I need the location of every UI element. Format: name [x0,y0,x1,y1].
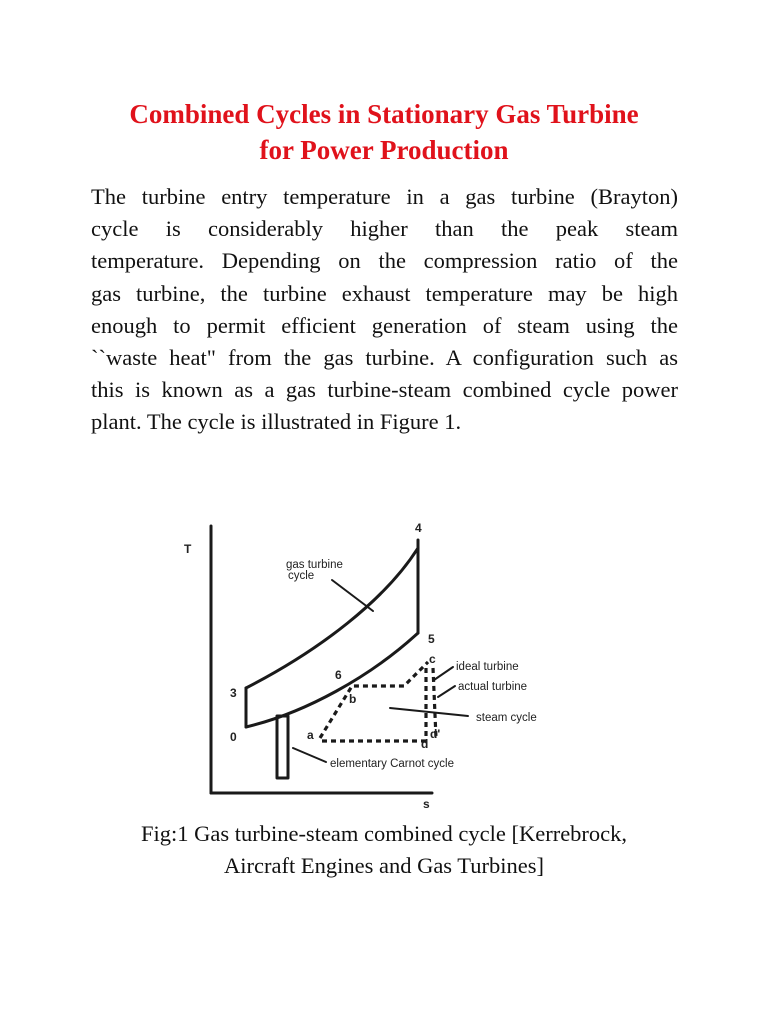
steam-cycle-heat-line [320,662,428,738]
title-line-1: Combined Cycles in Stationary Gas Turbine [129,99,639,129]
caption-line-1: Fig:1 Gas turbine-steam combined cycle [Kerrebrock, [140,821,628,846]
point-d-label: d [421,737,429,751]
point-b-label: b [349,692,357,706]
carnot-label: elementary Carnot cycle [330,758,454,770]
page-title [70,96,698,168]
point-3-label: 3 [230,686,237,700]
paragraph-line: ``waste heat" from the gas turbine. A configuration such as [91,345,678,371]
figure-caption [70,818,698,882]
gas-cycle-upper-curve [246,548,418,688]
title-line-2: for Power Production [259,135,509,165]
ideal-turbine-leader [434,667,453,680]
paragraph-line: cycle is considerably higher than the peak steam [91,216,678,242]
gas-turbine-leader [332,580,373,611]
carnot-cycle-rect [277,716,288,778]
gas-cycle-lower-curve [246,633,418,727]
point-4-label: 4 [415,521,422,535]
actual-turbine-leader [438,686,455,697]
caption-line-2: Aircraft Engines and Gas Turbines] [224,853,544,878]
actual-turbine-label: actual turbine [458,681,528,693]
point-c-label: c [429,652,436,666]
point-d-prime-label: d' [430,727,441,741]
intro-paragraph [91,181,678,439]
paragraph-line: The turbine entry temperature in a gas turbine (Brayton) [91,184,678,209]
s-axis-label: s [423,797,430,811]
point-a-label: a [307,728,314,742]
steam-cycle-leader [390,708,468,716]
paragraph-line: temperature. Depending on the compression ratio of the [91,248,678,274]
steam-cycle-label: steam cycle [476,712,537,724]
paragraph-line: enough to permit efficient generation of steam using the [91,312,678,338]
ideal-turbine-label: ideal turbine [456,661,519,673]
carnot-leader [293,748,326,762]
point-6-label: 6 [335,668,342,682]
gas-turbine-label: gas turbine [286,559,343,571]
point-5-label: 5 [428,632,435,646]
t-axis-label: T [184,542,192,556]
paragraph-line: this is known as a gas turbine-steam combined cycle power [91,377,678,403]
steam-cycle-actual-expansion [433,668,436,738]
paragraph-line: plant. The cycle is illustrated in Figure 1. [91,409,462,435]
point-0-label: 0 [230,730,237,744]
gas-turbine-label: cycle [288,570,315,582]
paragraph-line: gas turbine, the turbine exhaust temperature may be high [91,280,678,306]
